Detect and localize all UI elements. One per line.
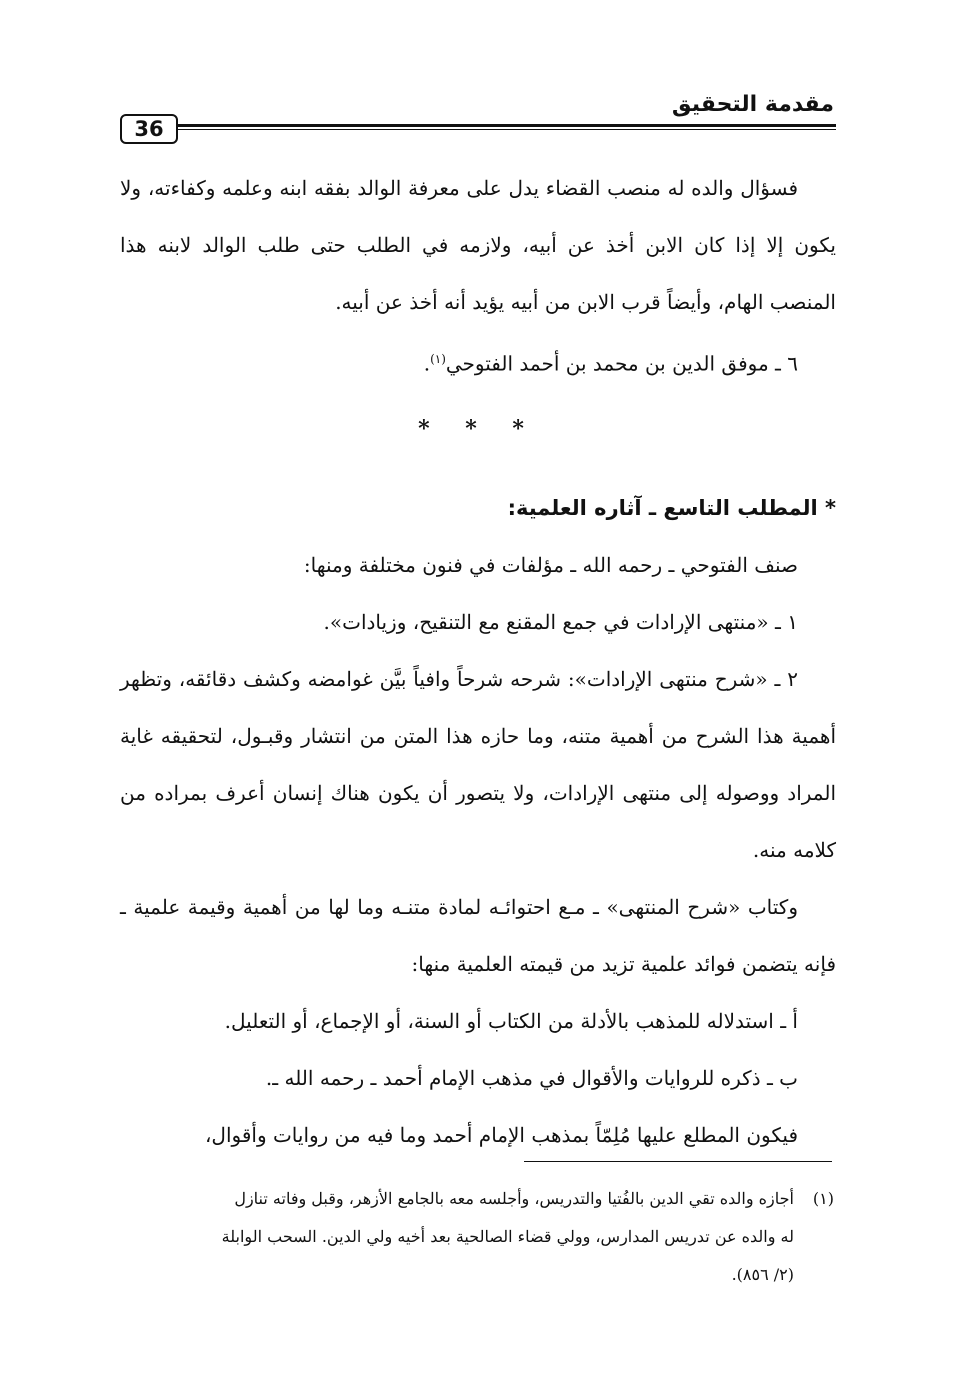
- footnote-rule: [524, 1161, 832, 1162]
- footnotes: [118, 1180, 834, 1294]
- footnote-line: (٢/ ٨٥٦).: [731, 1265, 794, 1284]
- text-line: لتحقيقه غاية المراد ووصوله إلى منتهى الإرادات، ولا يتصور أن يكون هناك إنسان: [120, 723, 837, 805]
- text-line: وكتاب «شرح المنتهى» ـ مـع احتوائـه لمادة متنـه وما لها من أهمية وقيمة: [187, 894, 798, 919]
- section-divider-stars: * * *: [418, 415, 538, 442]
- text-line: ٢ ـ «شرح منتهى الإرادات»: شرحه شرحاً وافياً بيَّن غوامضه وكشف دقائقه،: [178, 666, 798, 691]
- work-item-1: ١ ـ «منتهى الإرادات في جمع المقنع مع التنقيح، وزيادات».: [323, 609, 798, 634]
- footnote-text: أجازه والده تقي الدين بالفُتيا والتدريس، وأجلسه معه بالجامع الأزهر، وقبل وفاته تنازل: [234, 1189, 794, 1208]
- page-number: 36: [120, 114, 178, 144]
- text-line: أعرف بمراده من كلامه منه.: [120, 780, 836, 862]
- list-item-6: [120, 331, 836, 393]
- paragraph: صنف الفتوحي ـ رحمه الله ـ مؤلفات في فنون مختلفة ومنها:: [303, 552, 798, 577]
- text-line: فسؤال والده له منصب القضاء يدل على معرفة الوالد بفقه ابنه وعلمه وكفاءته،: [147, 176, 799, 200]
- text-line: علمية ـ فإنه يتضمن فوائد علمية تزيد من قيمته العلمية منها:: [120, 894, 836, 976]
- work-item-2: [120, 651, 836, 879]
- point-b: ب ـ ذكره للروايات والأقوال في مذهب الإمام أحمد ـ رحمه الله ـ.: [265, 1065, 798, 1090]
- footnote-reference[interactable]: (١): [430, 352, 446, 366]
- paragraph: [120, 160, 836, 331]
- paragraph: [120, 879, 836, 993]
- text-line: هذا المنصب الهام، وأيضاً قرب الابن من أبيه يؤيد أنه أخذ عن أبيه.: [120, 233, 836, 314]
- footnote-line: له والده عن تدريس المدارس، وولي قضاء الصالحية بعد أخيه ولي الدين. السحب الوابلة: [221, 1227, 794, 1246]
- list-item-text: ٦ ـ موفق الدين بن محمد بن أحمد الفتوحي: [445, 351, 798, 376]
- point-a: أ ـ استدلاله للمذهب بالأدلة من الكتاب أو السنة، أو الإجماع، أو التعليل.: [224, 1008, 798, 1033]
- text-line: وتظهر أهمية هذا الشرح من أهمية متنه، وما حازه هذا المتن من انتشار وقبـول،: [120, 666, 837, 748]
- header-rule: [176, 124, 836, 130]
- section-heading: * المطلب التاسع ـ آثاره العلمية:: [507, 495, 836, 520]
- footnote-marker: (١): [812, 1189, 834, 1208]
- text-line: ولا يكون إلا إذا كان الابن أخذ عن أبيه، ولازمه في الطلب حتى طلب الوالد لابنه: [120, 176, 836, 257]
- running-title: مقدمة التحقيق: [671, 92, 834, 117]
- paragraph: فيكون المطلع عليها مُلِمّاً بمذهب الإمام أحمد وما فيه من روايات وأقوال،: [204, 1122, 798, 1147]
- list-item-end: .: [423, 351, 431, 376]
- main-text: [120, 160, 836, 1164]
- footnote-1: [118, 1180, 834, 1218]
